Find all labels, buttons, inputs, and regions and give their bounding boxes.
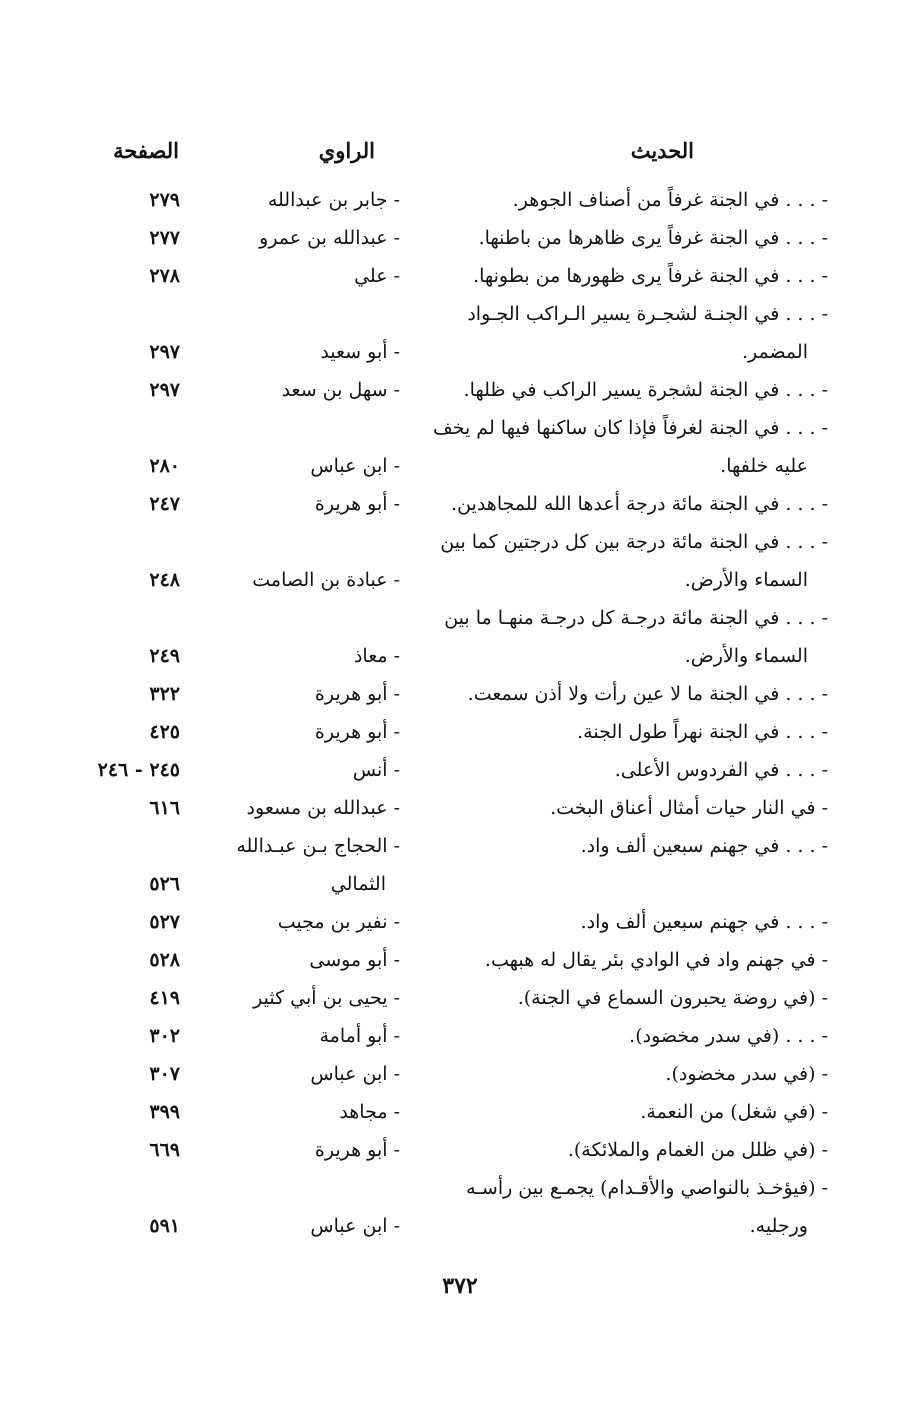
page-reference: ٢٧٩	[149, 189, 180, 211]
table-row	[0, 299, 920, 337]
hadith-text: - . . . في الجنة مائة درجـة كل درجـة منهـا ما بين	[444, 607, 828, 629]
narrator-name: - معاذ	[353, 645, 400, 667]
hadith-text: عليه خلفها.	[720, 455, 808, 477]
hadith-text: المضمر.	[741, 341, 808, 363]
narrator-name: - سهل بن سعد	[281, 379, 400, 401]
narrator-name: - أبو هريرة	[314, 1139, 400, 1161]
narrator-name: - أبو هريرة	[314, 493, 400, 515]
page-reference: ٦٦٩	[149, 1139, 180, 1161]
table-row	[0, 831, 920, 869]
hadith-text: - في النار حيات أمثال أعناق البخت.	[550, 797, 828, 819]
page-reference: ٣٩٩	[149, 1101, 180, 1123]
page-reference: ٣٠٧	[149, 1063, 180, 1085]
hadith-text: - . . . في الجنة غرفاً يرى ظهورها من بطونها.	[473, 265, 828, 287]
page-reference: ٤٢٥	[149, 721, 180, 743]
hadith-text: - (في روضة يحبرون السماع في الجنة).	[517, 987, 828, 1009]
table-row	[0, 337, 920, 375]
hadith-text: - . . . في الجنة غرفاً من أصناف الجوهر.	[512, 189, 828, 211]
table-header	[0, 138, 920, 178]
hadith-text: - . . . في الجنـة لشجـرة يسير الـراكب الجـواد	[467, 303, 828, 325]
narrator-name: - ابن عباس	[310, 1063, 400, 1085]
hadith-text: - (في ظلل من الغمام والملائكة).	[567, 1139, 828, 1161]
narrator-name: - أبو هريرة	[314, 683, 400, 705]
table-row	[0, 983, 920, 1021]
narrator-name: - مجاهد	[339, 1101, 400, 1123]
hadith-text: - (في شغل) من النعمة.	[640, 1101, 828, 1123]
narrator-name: - أبو موسى	[309, 949, 400, 971]
narrator-name: - علي	[354, 265, 400, 287]
hadith-text: - . . . في الجنة غرفاً يرى ظاهرها من باطنها.	[478, 227, 828, 249]
table-row	[0, 717, 920, 755]
narrator-name: - ابن عباس	[310, 1215, 400, 1237]
hadith-text: - في جهنم واد في الوادي بئر يقال له هبهب.	[484, 949, 828, 971]
narrator-name: - أبو سعيد	[320, 341, 400, 363]
table-row	[0, 755, 920, 793]
table-row	[0, 185, 920, 223]
hadith-text: - . . . في جهنم سبعين ألف واد.	[580, 911, 828, 933]
table-row	[0, 1097, 920, 1135]
hadith-text: - . . . في الجنة لغرفاً فإذا كان ساكنها فيها لم يخف	[433, 417, 828, 439]
narrator-name: - عبادة بن الصامت	[252, 569, 400, 591]
table-row	[0, 1135, 920, 1173]
table-row	[0, 869, 920, 907]
hadith-text: - . . . في الجنة مائة درجة أعدها الله للمجاهدين.	[451, 493, 828, 515]
page-reference: ٤١٩	[149, 987, 180, 1009]
table-row	[0, 1021, 920, 1059]
narrator-name: - يحيى بن أبي كثير	[253, 987, 400, 1009]
table-row	[0, 413, 920, 451]
narrator-name: - الحجاج بـن عبـدالله	[236, 835, 400, 857]
table-row	[0, 679, 920, 717]
table-row	[0, 1173, 920, 1211]
narrator-name: - ابن عباس	[310, 455, 400, 477]
page-reference: ٢٤٧	[149, 493, 180, 515]
hadith-text: السماء والأرض.	[684, 645, 808, 667]
hadith-text: - (في سدر مخضود).	[665, 1063, 828, 1085]
page-reference: ٥٢٦	[149, 873, 180, 895]
page-reference: ٥٢٨	[149, 949, 180, 971]
table-row	[0, 1211, 920, 1249]
hadith-text: - (فيؤخـذ بالنواصي والأقـدام) يجمـع بين رأسـه	[466, 1177, 828, 1199]
table-row	[0, 527, 920, 565]
page-reference: ٢٤٥ - ٢٤٦	[97, 759, 180, 781]
hadith-text: - . . . (في سدر مخضود).	[629, 1025, 828, 1047]
column-header-narrator: الراوي	[318, 138, 375, 163]
table-row	[0, 793, 920, 831]
hadith-index-table	[0, 185, 920, 1249]
table-row	[0, 489, 920, 527]
table-row	[0, 907, 920, 945]
hadith-text: - . . . في الفردوس الأعلى.	[614, 759, 828, 781]
table-row	[0, 375, 920, 413]
hadith-text: ورجليه.	[749, 1215, 808, 1237]
narrator-name: - عبدالله بن عمرو	[259, 227, 400, 249]
page-reference: ٣٠٢	[149, 1025, 180, 1047]
hadith-text: - . . . في الجنة ما لا عين رأت ولا أذن سمعت.	[467, 683, 828, 705]
table-row	[0, 451, 920, 489]
narrator-name: - جابر بن عبدالله	[267, 189, 400, 211]
table-row	[0, 223, 920, 261]
narrator-name: - أبو أمامة	[319, 1025, 400, 1047]
page-reference: ٣٢٢	[149, 683, 180, 705]
hadith-text: السماء والأرض.	[684, 569, 808, 591]
narrator-name: - نفير بن مجيب	[277, 911, 400, 933]
narrator-name: الثمالي	[330, 873, 386, 895]
hadith-text: - . . . في الجنة لشجرة يسير الراكب في ظلها.	[463, 379, 828, 401]
hadith-text: - . . . في جهنم سبعين ألف واد.	[580, 835, 828, 857]
table-row	[0, 945, 920, 983]
narrator-name: - عبدالله بن مسعود	[246, 797, 400, 819]
table-row	[0, 603, 920, 641]
column-header-page: الصفحة	[113, 138, 179, 163]
column-header-hadith: الحديث	[630, 138, 694, 163]
table-row	[0, 641, 920, 679]
page-reference: ٢٩٧	[149, 341, 180, 363]
narrator-name: - أبو هريرة	[314, 721, 400, 743]
page-reference: ٥٩١	[149, 1215, 180, 1237]
page-reference: ٢٧٨	[149, 265, 180, 287]
page-reference: ٢٨٠	[149, 455, 180, 477]
hadith-text: - . . . في الجنة نهراً طول الجنة.	[577, 721, 828, 743]
table-row	[0, 565, 920, 603]
table-row	[0, 261, 920, 299]
page-reference: ٢٧٧	[149, 227, 180, 249]
page-reference: ٢٩٧	[149, 379, 180, 401]
table-row	[0, 1059, 920, 1097]
narrator-name: - أنس	[352, 759, 400, 781]
page-reference: ٢٤٩	[149, 645, 180, 667]
page-reference: ٥٢٧	[149, 911, 180, 933]
hadith-text: - . . . في الجنة مائة درجة بين كل درجتين كما بين	[440, 531, 828, 553]
page-reference: ٦١٦	[149, 797, 180, 819]
page-number: ٣٧٢	[442, 1273, 478, 1299]
page-reference: ٢٤٨	[149, 569, 180, 591]
